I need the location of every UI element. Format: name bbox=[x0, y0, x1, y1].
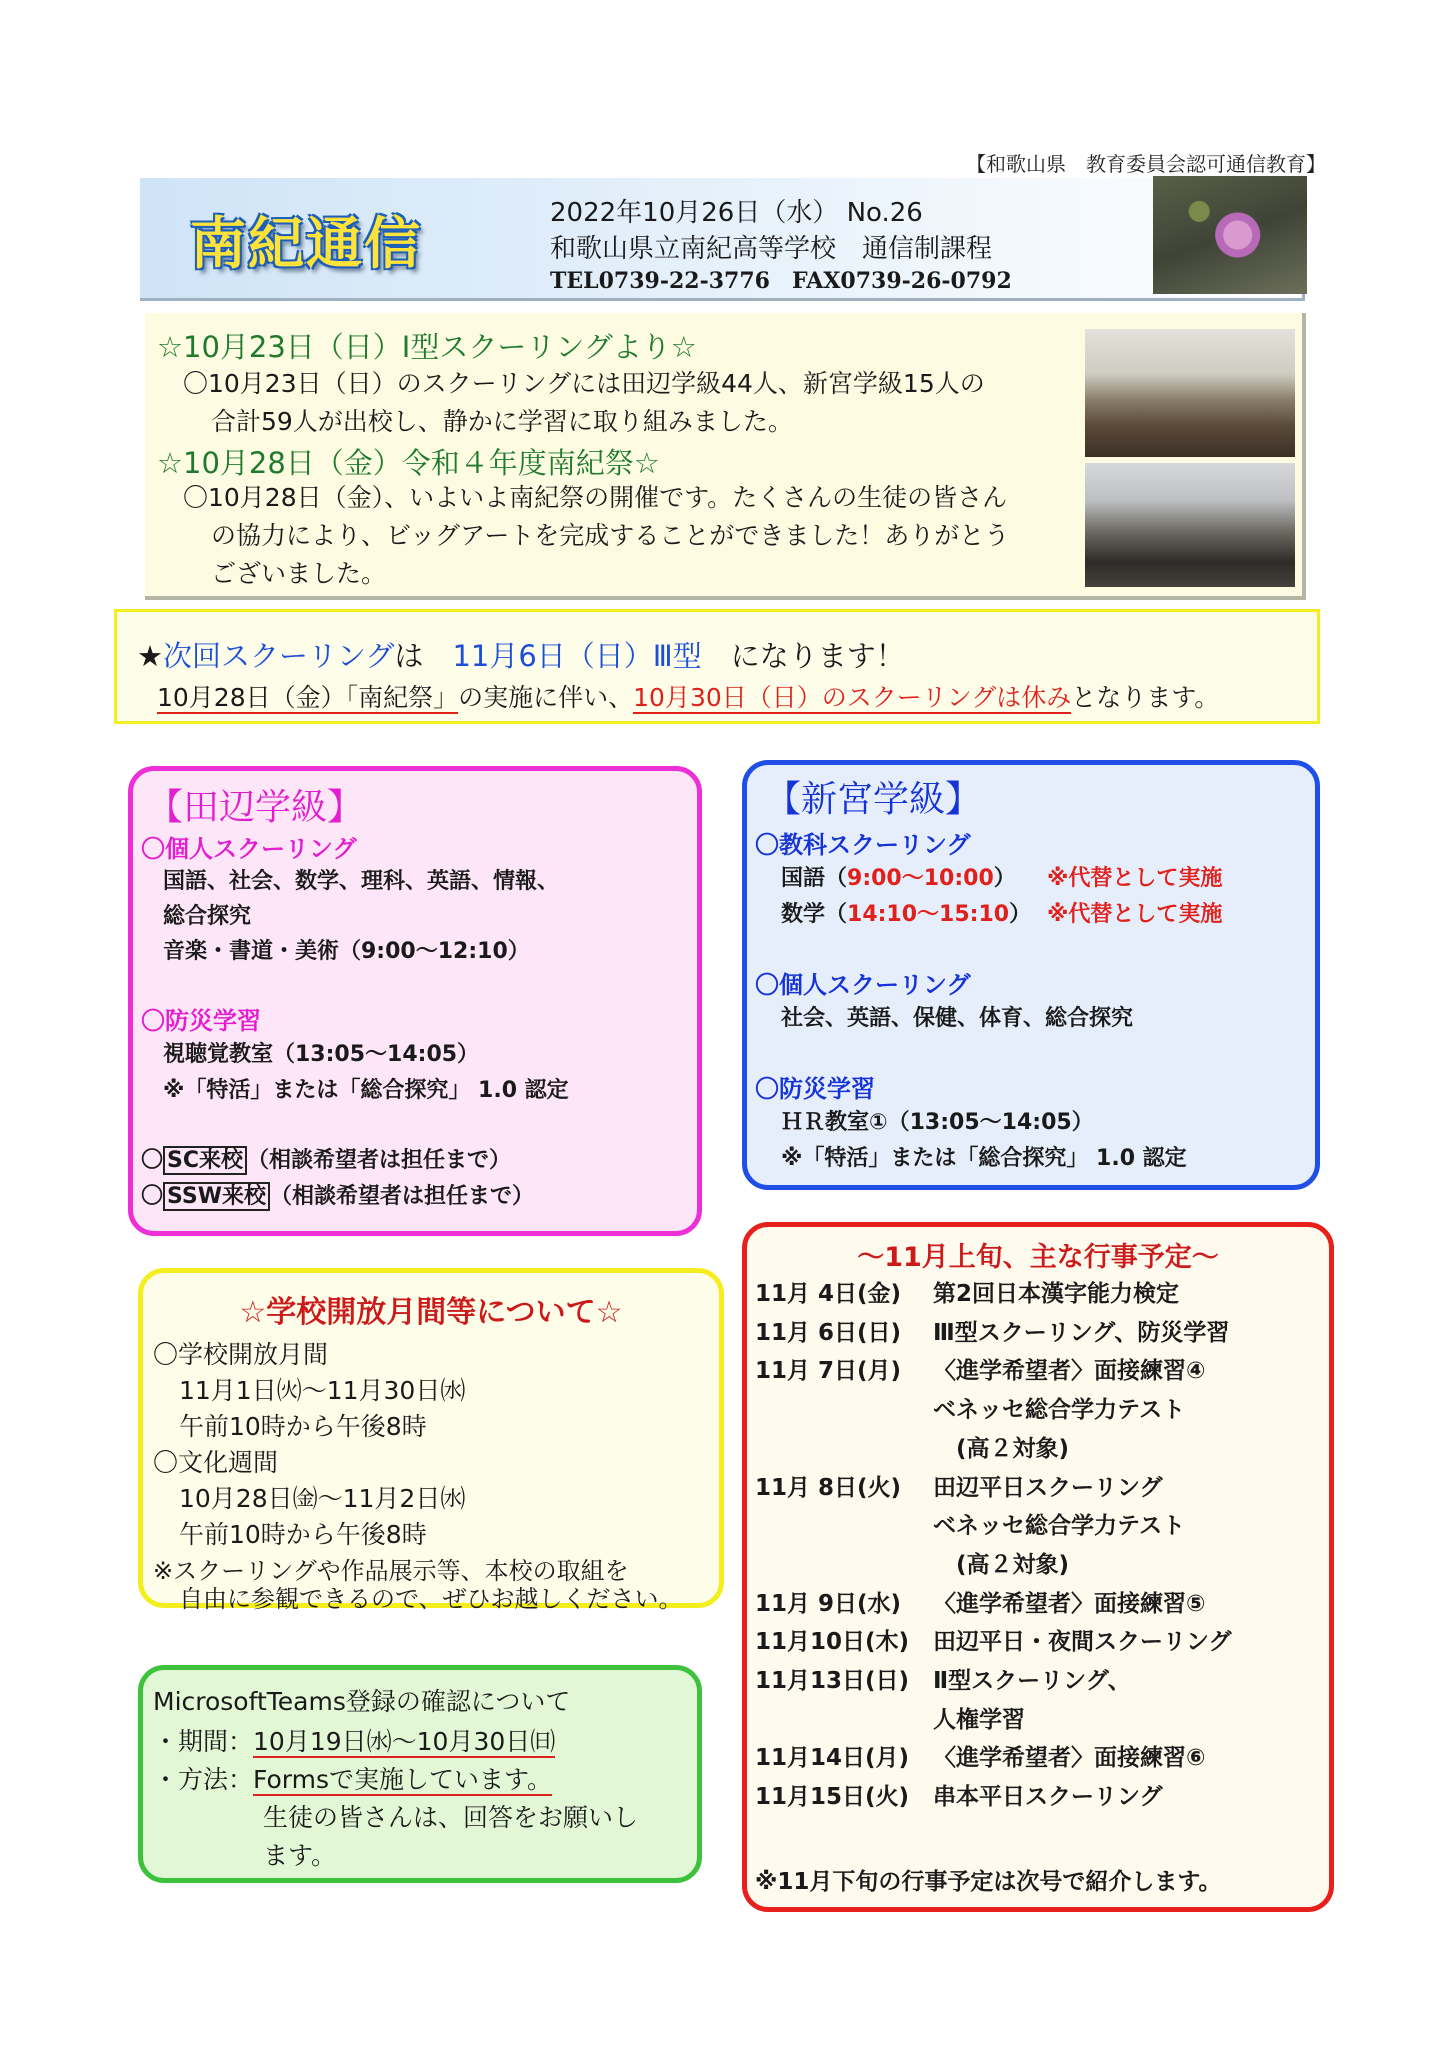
event-description: 〈進学希望者〉面接練習④ bbox=[933, 1358, 1206, 1385]
subject-time: 9:00～10:00 bbox=[847, 866, 994, 891]
method-value: Formsで実施しています。 bbox=[253, 1765, 553, 1794]
classroom-photo bbox=[1085, 329, 1295, 457]
circle-mark: 〇 bbox=[141, 1148, 164, 1173]
masthead bbox=[140, 178, 1305, 301]
text-fragment: は bbox=[394, 639, 453, 673]
event-description: 〈進学希望者〉面接練習⑥ bbox=[933, 1745, 1206, 1772]
event-date: 11月 6日(日) bbox=[755, 1319, 902, 1346]
sc-visit bbox=[141, 1143, 511, 1174]
school-open-title: ☆学校開放月間等について☆ bbox=[239, 1295, 623, 1330]
subject-time: 音楽・書道・美術（9:00～12:10） bbox=[163, 939, 530, 964]
section-heading: 〇個人スクーリング bbox=[755, 971, 971, 999]
news-item2-line: 〇10月28日（金）、いよいよ南紀祭の開催です。たくさんの生徒の皆さん bbox=[183, 483, 1008, 512]
tanabe-title: 【田辺学級】 bbox=[147, 787, 364, 828]
teams-registration-box bbox=[138, 1665, 702, 1883]
event-date: 11月 8日(火) bbox=[755, 1474, 902, 1501]
credit-note: ※「特活」または「総合探究」 1.0 認定 bbox=[781, 1146, 1187, 1171]
event-date: 11月 9日(水) bbox=[755, 1590, 902, 1617]
schooling-cancel-note bbox=[157, 678, 1219, 714]
event-date: 11月15日(火) bbox=[755, 1784, 910, 1811]
event-date: 11月 4日(金) bbox=[755, 1281, 902, 1307]
teams-title: MicrosoftTeams登録の確認について bbox=[153, 1687, 571, 1716]
events-footnote: ※11月下旬の行事予定は次号で紹介します。 bbox=[755, 1869, 1222, 1895]
shingu-title: 【新宮学級】 bbox=[765, 779, 982, 820]
credit-note: ※「特活」または「総合探究」 1.0 認定 bbox=[163, 1078, 569, 1103]
event-description: Ⅱ型スクーリング、 bbox=[933, 1668, 1131, 1694]
event-date: 11月14日(月) bbox=[755, 1745, 910, 1772]
substitute-note: ※代替として実施 bbox=[1047, 866, 1223, 891]
event-description: 田辺平日スクーリング bbox=[933, 1474, 1163, 1501]
circle-mark: 〇 bbox=[141, 1184, 164, 1209]
news-item2-line: の協力により、ビッグアートを完成することができました！ありがとう bbox=[211, 521, 1010, 550]
teams-period bbox=[153, 1722, 555, 1758]
room-time: 視聴覚教室（13:05～14:05） bbox=[163, 1042, 480, 1067]
open-line: 11月1日㈫～11月30日㈬ bbox=[179, 1376, 466, 1405]
section-heading: 〇防災学習 bbox=[141, 1007, 261, 1035]
ssw-visit bbox=[141, 1179, 534, 1210]
next-schooling-label: 次回スクーリング bbox=[163, 639, 395, 673]
open-line: ※スクーリングや作品展示等、本校の取組を bbox=[153, 1557, 629, 1585]
period-label: ・期間： bbox=[153, 1727, 254, 1756]
school-name: 和歌山県立南紀高等学校 通信制課程 bbox=[550, 234, 993, 264]
text-fragment: ） bbox=[993, 866, 1016, 891]
event-description: Ⅲ型スクーリング、防災学習 bbox=[933, 1319, 1230, 1346]
school-open-box bbox=[138, 1268, 724, 1613]
news-item1-title: ☆10月23日（日）Ⅰ型スクーリングより☆ bbox=[157, 330, 697, 364]
event-description: 田辺平日・夜間スクーリング bbox=[933, 1629, 1232, 1656]
news-item2-title: ☆10月28日（金）令和４年度南紀祭☆ bbox=[157, 446, 660, 480]
open-line: 〇学校開放月間 bbox=[153, 1340, 329, 1369]
subject-row bbox=[781, 861, 1016, 892]
period-value: 10月19日㈬～10月30日㈰ bbox=[253, 1727, 556, 1756]
section-heading: 〇教科スクーリング bbox=[755, 831, 971, 859]
shingu-class-box bbox=[742, 760, 1320, 1190]
open-line: 10月28日㈮～11月2日㈬ bbox=[179, 1484, 466, 1513]
event-description: 串本平日スクーリング bbox=[933, 1784, 1163, 1811]
event-date: 11月 7日(月) bbox=[755, 1358, 902, 1385]
events-title: ～11月上旬、主な行事予定～ bbox=[857, 1242, 1219, 1273]
substitute-note: ※代替として実施 bbox=[1047, 902, 1223, 927]
issue-date: 2022年10月26日（水） No.26 bbox=[550, 198, 923, 228]
event-description: ベネッセ総合学力テスト bbox=[933, 1513, 1186, 1540]
subject-list: 社会、英語、保健、体育、総合探究 bbox=[781, 1006, 1134, 1031]
subject-row bbox=[781, 897, 1031, 928]
event-description: (高２対象) bbox=[933, 1551, 1070, 1578]
consult-note: （相談希望者は担任まで） bbox=[269, 1184, 534, 1209]
contact-numbers: TEL0739-22-3776 FAX0739-26-0792 bbox=[550, 268, 1012, 294]
event-description: 第2回日本漢字能力検定 bbox=[933, 1281, 1180, 1307]
section-heading: 〇個人スクーリング bbox=[141, 835, 357, 863]
method-label: ・方法： bbox=[153, 1765, 254, 1794]
open-line: 〇文化週間 bbox=[153, 1448, 279, 1477]
event-description: ベネッセ総合学力テスト bbox=[933, 1397, 1186, 1424]
news-section bbox=[145, 313, 1306, 600]
subject-name: 数学（ bbox=[781, 902, 848, 927]
event-description: 〈進学希望者〉面接練習⑤ bbox=[933, 1590, 1206, 1617]
open-line: 午前10時から午後8時 bbox=[179, 1412, 427, 1441]
event-description: 人権学習 bbox=[933, 1706, 1025, 1733]
flower-photo bbox=[1153, 176, 1307, 294]
text-fragment: になります！ bbox=[701, 639, 905, 673]
consult-note: （相談希望者は担任まで） bbox=[247, 1148, 512, 1173]
text-fragment: となります。 bbox=[1071, 683, 1220, 712]
tanabe-class-box bbox=[128, 766, 702, 1236]
star-mark: ★ bbox=[137, 639, 163, 673]
subject-name: 国語（ bbox=[781, 866, 848, 891]
header-note: 【和歌山県 教育委員会認可通信教育】 bbox=[966, 152, 1326, 176]
news-item2-line: ございました。 bbox=[211, 559, 387, 588]
open-line: 自由に参観できるので、ぜひお越しください。 bbox=[179, 1585, 683, 1613]
next-schooling-date: 11月6日（日）Ⅲ型 bbox=[452, 639, 702, 673]
cancelled-schooling: 10月30日（日）のスクーリングは休み bbox=[633, 683, 1072, 712]
event-description: (高２対象) bbox=[933, 1435, 1070, 1462]
subject-time: 14:10～15:10 bbox=[847, 902, 1010, 927]
next-schooling-headline bbox=[137, 634, 905, 675]
sc-label: SC来校 bbox=[163, 1146, 247, 1175]
news-item1-line: 合計59人が出校し、静かに学習に取り組みました。 bbox=[211, 407, 793, 436]
event-date: 11月10日(木) bbox=[755, 1629, 910, 1656]
event-date: 11月13日(日) bbox=[755, 1668, 910, 1694]
text-fragment: の実施に伴い、 bbox=[458, 683, 634, 712]
festival-art-photo bbox=[1085, 463, 1295, 587]
open-line: 午前10時から午後8時 bbox=[179, 1520, 427, 1549]
text-fragment: ） bbox=[1009, 902, 1032, 927]
room-time: ＨＲ教室①（13:05～14:05） bbox=[781, 1110, 1094, 1135]
teams-line: ます。 bbox=[263, 1841, 337, 1870]
newsletter-logo: 南紀通信 bbox=[190, 212, 422, 277]
teams-line: 生徒の皆さんは、回答をお願いし bbox=[263, 1803, 639, 1832]
ssw-label: SSW来校 bbox=[163, 1182, 270, 1211]
festival-date: 10月28日（金）「南紀祭」 bbox=[157, 683, 459, 712]
events-box bbox=[742, 1222, 1334, 1912]
news-item1-line: 〇10月23日（日）のスクーリングには田辺学級44人、新宮学級15人の bbox=[183, 369, 985, 398]
subject-list: 総合探究 bbox=[163, 904, 252, 929]
section-heading: 〇防災学習 bbox=[755, 1075, 875, 1103]
next-schooling-notice bbox=[114, 609, 1320, 724]
teams-method bbox=[153, 1760, 552, 1796]
subject-list: 国語、社会、数学、理科、英語、情報、 bbox=[163, 869, 560, 894]
